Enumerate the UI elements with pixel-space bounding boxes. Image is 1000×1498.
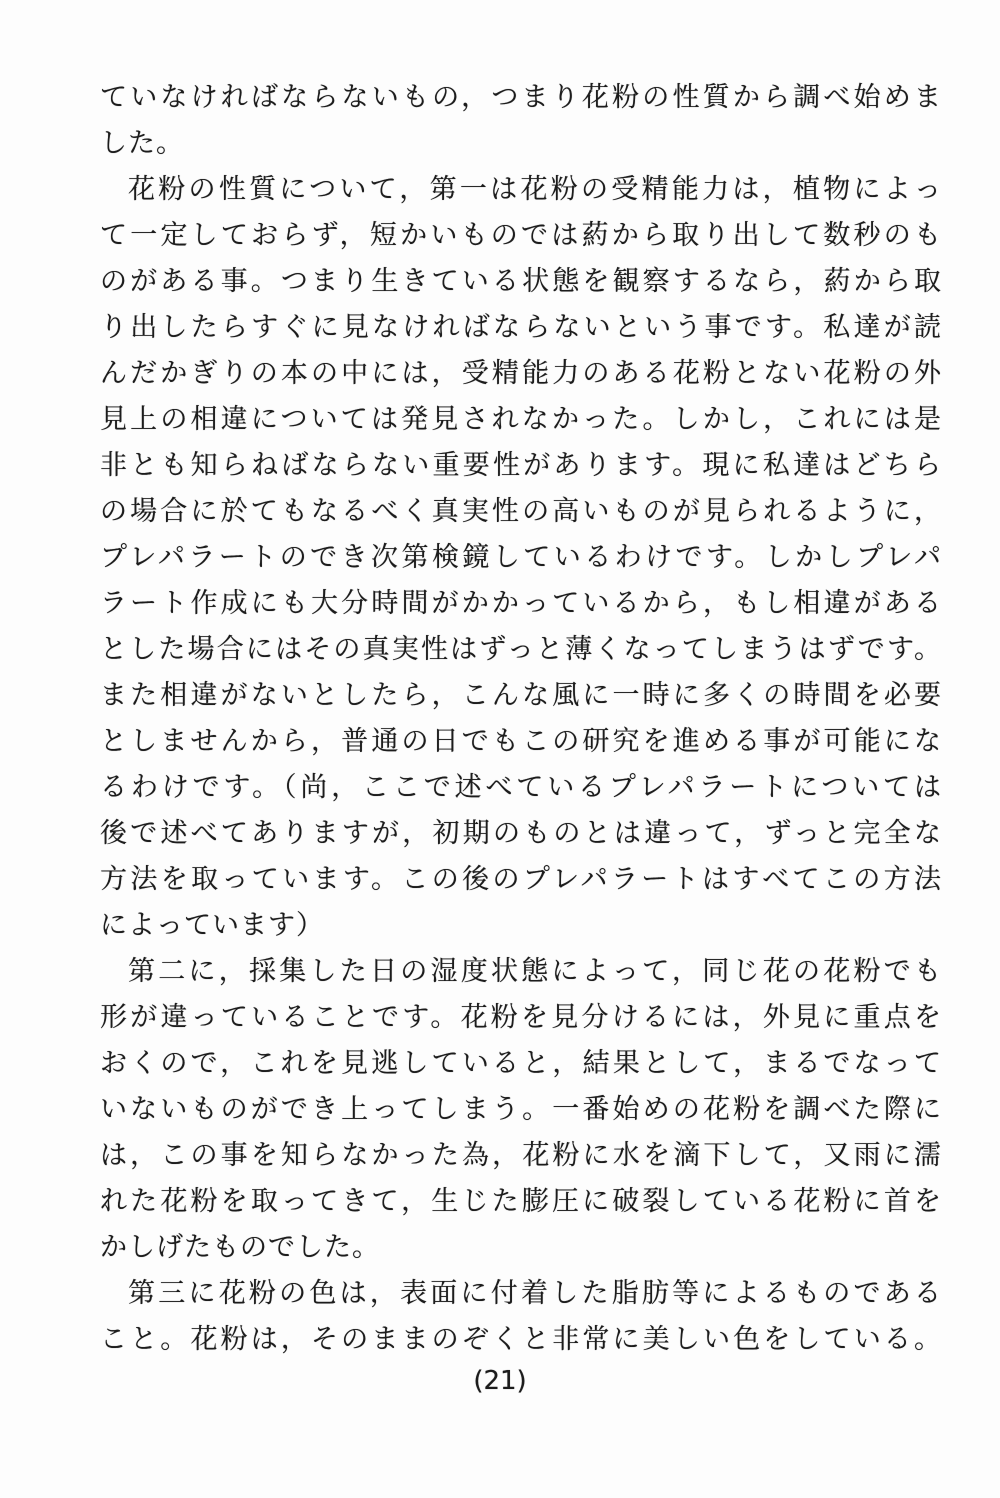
text-line: おくので，これを見逃していると，結果として，まるでなって (100, 1048, 942, 1079)
text-line: るわけです。（尚，ここで述べているプレパラートについては (100, 772, 942, 803)
text-line: ラート作成にも大分時間がかかっているから，もし相違がある (100, 588, 942, 619)
text-line: 第三に花粉の色は，表面に付着した脂肪等によるものである (128, 1278, 942, 1309)
text-line: プレパラートのでき次第検鏡しているわけです。しかしプレパ (100, 542, 942, 573)
text-line: によっています） (100, 910, 324, 941)
text-line: とした場合にはその真実性はずっと薄くなってしまうはずです。 (100, 634, 942, 665)
text-line: した。 (100, 128, 184, 159)
text-line: れた花粉を取ってきて，生じた膨圧に破裂している花粉に首を (100, 1186, 942, 1217)
text-line: 非とも知らねばならない重要性があります。現に私達はどちら (100, 450, 942, 481)
text-line: また相違がないとしたら，こんな風に一時に多くの時間を必要 (100, 680, 942, 711)
text-line: は，この事を知らなかった為，花粉に水を滴下して，又雨に濡 (100, 1140, 942, 1171)
text-line: としませんから，普通の日でもこの研究を進める事が可能にな (100, 726, 942, 757)
text-line: 見上の相違については発見されなかった。しかし，これには是 (100, 404, 942, 435)
page-number: (21) (473, 1366, 527, 1396)
text-line: て一定しておらず，短かいものでは葯から取り出して数秒のも (100, 220, 942, 251)
text-line: の場合に於てもなるべく真実性の高いものが見られるように， (100, 496, 942, 527)
text-line: こと。花粉は，そのままのぞくと非常に美しい色をしている。 (100, 1324, 942, 1355)
text-line: 形が違っていることです。花粉を見分けるには，外見に重点を (100, 1002, 942, 1033)
text-line: 花粉の性質について，第一は花粉の受精能力は，植物によっ (128, 174, 942, 205)
text-line: のがある事。つまり生きている状態を観察するなら，葯から取 (100, 266, 942, 297)
text-line: 第二に，採集した日の湿度状態によって，同じ花の花粉でも (128, 956, 942, 987)
text-line: ていなければならないもの，つまり花粉の性質から調べ始めま (100, 82, 942, 113)
text-line: 方法を取っています。この後のプレパラートはすべてこの方法 (100, 864, 942, 895)
text-line: り出したらすぐに見なければならないという事です。私達が読 (100, 312, 942, 343)
text-line: 後で述べてありますが，初期のものとは違って，ずっと完全な (100, 818, 942, 849)
text-line: かしげたものでした。 (100, 1232, 380, 1263)
text-line: いないものができ上ってしまう。一番始めの花粉を調べた際に (100, 1094, 942, 1125)
handwritten-text-block (100, 75, 942, 1363)
text-line: んだかぎりの本の中には，受精能力のある花粉とない花粉の外 (100, 358, 942, 389)
